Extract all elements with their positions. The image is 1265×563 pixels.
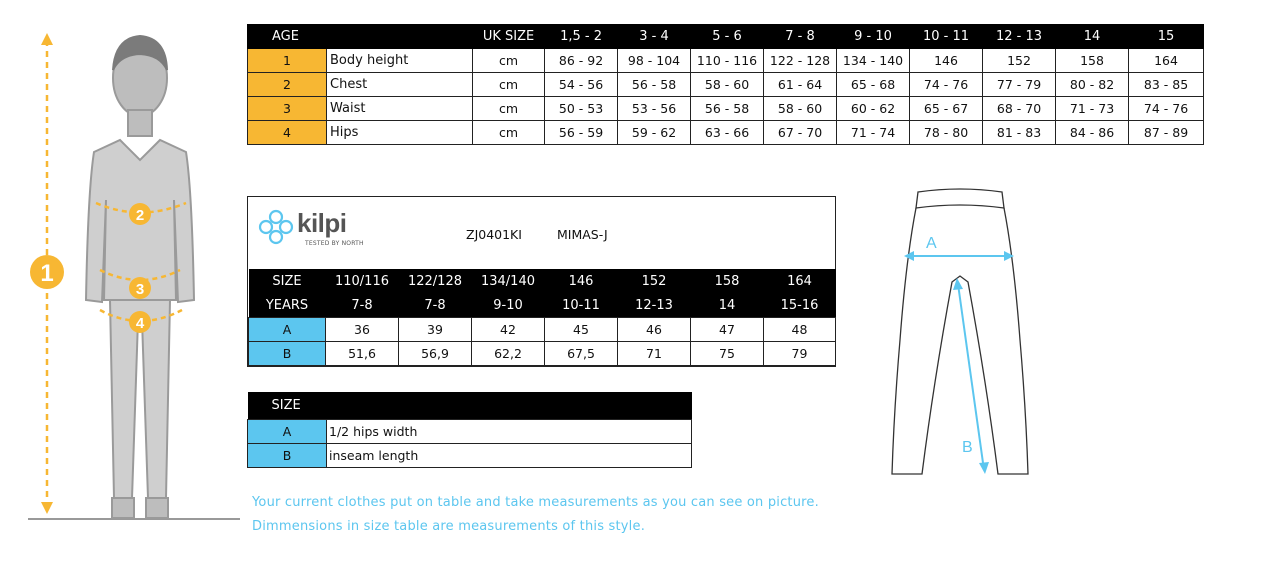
years-col: 9-10: [472, 293, 545, 318]
years-col: 14: [691, 293, 764, 318]
cell: 77 - 79: [983, 73, 1056, 97]
badge-hips-label: 4: [135, 315, 145, 332]
cell: 46: [618, 318, 691, 342]
cell: 50 - 53: [545, 97, 618, 121]
cell: 75: [691, 342, 764, 366]
size-col: 158: [691, 269, 764, 293]
header-col: 3 - 4: [618, 25, 691, 49]
product-name: MIMAS-J: [557, 227, 608, 242]
cell: 51,6: [326, 342, 399, 366]
legend-header: SIZE: [248, 392, 692, 420]
cell: 42: [472, 318, 545, 342]
cell: 39: [399, 318, 472, 342]
brand-tagline: TESTED BY NORTH: [305, 240, 364, 247]
measurement-legend-table: [247, 392, 692, 468]
cell: 47: [691, 318, 764, 342]
row-unit: cm: [473, 121, 545, 145]
cell: 68 - 70: [983, 97, 1056, 121]
legend-letter: A: [248, 420, 327, 444]
cell: 146: [910, 49, 983, 73]
row-unit: cm: [473, 73, 545, 97]
cell: 67,5: [545, 342, 618, 366]
legend-desc: 1/2 hips width: [327, 420, 692, 444]
cell: 83 - 85: [1129, 73, 1204, 97]
cell: 81 - 83: [983, 121, 1056, 145]
header-age: AGE: [248, 25, 473, 49]
cell: 74 - 76: [910, 73, 983, 97]
size-col: 146: [545, 269, 618, 293]
cell: 71 - 74: [837, 121, 910, 145]
age-table-header: [248, 25, 1204, 49]
cell: 158: [1056, 49, 1129, 73]
table-row: [249, 342, 836, 366]
legend-letter: B: [248, 444, 327, 468]
age-size-table: [247, 24, 1204, 145]
years-col: 12-13: [618, 293, 691, 318]
header-uk-size: UK SIZE: [473, 25, 545, 49]
cell: 98 - 104: [618, 49, 691, 73]
table-row: [248, 97, 1204, 121]
cell: 56 - 58: [618, 73, 691, 97]
table-row: [248, 420, 692, 444]
cell: 45: [545, 318, 618, 342]
cell: 61 - 64: [764, 73, 837, 97]
badge-chest: [129, 203, 151, 225]
brand-name: kilpi: [297, 208, 347, 238]
cell: 80 - 82: [1056, 73, 1129, 97]
cell: 78 - 80: [910, 121, 983, 145]
cell: 71: [618, 342, 691, 366]
badge-waist: [129, 277, 151, 299]
table-row: [249, 318, 836, 342]
cell: 59 - 62: [618, 121, 691, 145]
years-col: 7-8: [326, 293, 399, 318]
cell: 134 - 140: [837, 49, 910, 73]
cell: 56 - 59: [545, 121, 618, 145]
table-row: [248, 49, 1204, 73]
note-line-1: Your current clothes put on table and take measurements as you can see on picture.: [252, 495, 819, 510]
cell: 164: [1129, 49, 1204, 73]
cell: 36: [326, 318, 399, 342]
years-col: 15-16: [764, 293, 836, 318]
badge-hips: [129, 311, 151, 333]
label-b: B: [962, 439, 973, 456]
row-number: 3: [248, 97, 327, 121]
header-col: 1,5 - 2: [545, 25, 618, 49]
pants-outline: [892, 189, 1028, 474]
cell: 65 - 68: [837, 73, 910, 97]
header-col: 7 - 8: [764, 25, 837, 49]
legend-desc: inseam length: [327, 444, 692, 468]
row-number: 4: [248, 121, 327, 145]
cell: 56 - 58: [691, 97, 764, 121]
cell: 63 - 66: [691, 121, 764, 145]
row-number: 2: [248, 73, 327, 97]
measure-a: [904, 235, 1014, 261]
size-col: 122/128: [399, 269, 472, 293]
years-label: YEARS: [249, 293, 326, 318]
cell: 53 - 56: [618, 97, 691, 121]
cell: 60 - 62: [837, 97, 910, 121]
cell: 67 - 70: [764, 121, 837, 145]
product-measure-table: [248, 269, 836, 366]
row-unit: cm: [473, 97, 545, 121]
header-col: 14: [1056, 25, 1129, 49]
header-col: 9 - 10: [837, 25, 910, 49]
years-col: 7-8: [399, 293, 472, 318]
product-header: [248, 197, 835, 269]
row-label: Hips: [327, 121, 473, 145]
cell: 122 - 128: [764, 49, 837, 73]
cell: 65 - 67: [910, 97, 983, 121]
cell: 87 - 89: [1129, 121, 1204, 145]
row-number: 1: [248, 49, 327, 73]
header-col: 5 - 6: [691, 25, 764, 49]
kilpi-knot-icon: [258, 209, 294, 245]
table-row: [248, 73, 1204, 97]
row-label: Chest: [327, 73, 473, 97]
badge-height-label: 1: [40, 260, 54, 287]
years-row: [249, 293, 836, 318]
size-col: 134/140: [472, 269, 545, 293]
size-col: 164: [764, 269, 836, 293]
cell: 71 - 73: [1056, 97, 1129, 121]
note-line-2: Dimmensions in size table are measurements of this style.: [252, 519, 646, 534]
cell: 110 - 116: [691, 49, 764, 73]
header-col: 12 - 13: [983, 25, 1056, 49]
cell: 48: [764, 318, 836, 342]
cell: 58 - 60: [691, 73, 764, 97]
label-a: A: [926, 235, 937, 252]
size-label: SIZE: [249, 269, 326, 293]
cell: 152: [983, 49, 1056, 73]
cell: 54 - 56: [545, 73, 618, 97]
product-size-box: [247, 196, 836, 367]
row-label: Waist: [327, 97, 473, 121]
cell: 79: [764, 342, 836, 366]
header-col: 10 - 11: [910, 25, 983, 49]
pants-diagram: [880, 180, 1040, 480]
row-label: Body height: [327, 49, 473, 73]
cell: 58 - 60: [764, 97, 837, 121]
years-col: 10-11: [545, 293, 618, 318]
row-letter: A: [249, 318, 326, 342]
badge-waist-label: 3: [135, 281, 145, 298]
cell: 56,9: [399, 342, 472, 366]
table-row: [248, 121, 1204, 145]
row-letter: B: [249, 342, 326, 366]
product-code: ZJ0401KI: [466, 227, 522, 242]
cell: 84 - 86: [1056, 121, 1129, 145]
cell: 86 - 92: [545, 49, 618, 73]
table-row: [248, 444, 692, 468]
body-measurement-figure: [0, 0, 245, 563]
size-col: 152: [618, 269, 691, 293]
row-unit: cm: [473, 49, 545, 73]
badge-chest-label: 2: [135, 207, 145, 224]
size-row: [249, 269, 836, 293]
header-col: 15: [1129, 25, 1204, 49]
cell: 62,2: [472, 342, 545, 366]
cell: 74 - 76: [1129, 97, 1204, 121]
size-col: 110/116: [326, 269, 399, 293]
badge-height: [30, 255, 64, 289]
